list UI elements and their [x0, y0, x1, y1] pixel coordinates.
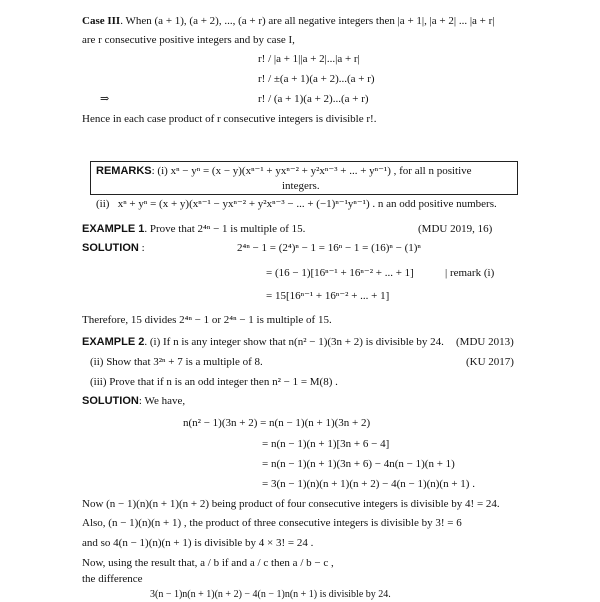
example1-step1: 2⁴ⁿ − 1 = (2⁴)ⁿ − 1 = 16ⁿ − 1 = (16)ⁿ − (1)ⁿ [237, 242, 421, 254]
example2-heading [82, 335, 444, 349]
example1-step3: = 15[16ⁿ⁻¹ + 16ⁿ⁻² + ... + 1] [266, 290, 390, 302]
example2-para2: Also, (n − 1)(n)(n + 1) , the product of three consecutive integers is divisible by 3! = 6 [82, 517, 462, 529]
remarks-line1-text: : (i) xⁿ − yⁿ = (x − y)(xⁿ⁻¹ + yxⁿ⁻² + y²xⁿ⁻³ + ... + yⁿ⁻¹) , for all n positive [151, 165, 472, 177]
example1-step2-note: | remark (i) [445, 267, 495, 279]
example2-solution-text: : We have, [138, 395, 186, 407]
example1-ref: (MDU 2019, 16) [418, 223, 493, 235]
case3-line1-text: . When (a + 1), (a + 2), ..., (a + r) are all negative integers then |a + 1|, |a + 2| ... |a + r| [120, 15, 495, 27]
case3-line1 [82, 14, 495, 28]
example2-eq3: = n(n − 1)(n + 1)(3n + 6) − 4n(n − 1)(n + 1) [262, 458, 455, 470]
example2-eq1: n(n² − 1)(3n + 2) = n(n − 1)(n + 1)(3n + 2) [183, 417, 371, 429]
example1-solution-label: SOLUTION [82, 242, 139, 254]
example2-para6: 3(n − 1)n(n + 1)(n + 2) − 4(n − 1)n(n + 1) is divisible by 24. [150, 589, 391, 600]
example2-text: . (i) If n is any integer show that n(n² − 1)(3n + 2) is divisible by 24. [144, 336, 444, 348]
remarks-line1 [96, 164, 472, 178]
remarks-line2-num: (ii) [96, 198, 110, 210]
remarks-line2 [96, 197, 497, 211]
example2-solution-label: SOLUTION [82, 395, 139, 407]
case3-eq1: r! / |a + 1||a + 2|...|a + r| [258, 53, 360, 65]
case3-conclusion: Hence in each case product of r consecutive integers is divisible r!. [82, 113, 377, 125]
example1-label: EXAMPLE 1 [82, 223, 145, 235]
example1-solution-colon: : [141, 242, 145, 254]
case3-eq2: r! / ±(a + 1)(a + 2)...(a + r) [258, 73, 375, 85]
example2-eq4: = 3(n − 1)(n)(n + 1)(n + 2) − 4(n − 1)(n)(n + 1) . [262, 478, 475, 490]
example2-part2: (ii) Show that 3²ⁿ + 7 is a multiple of 8. [90, 356, 263, 368]
example2-ref2: (KU 2017) [466, 356, 514, 368]
case3-title: Case III [82, 15, 121, 27]
example2-para3: and so 4(n − 1)(n)(n + 1) is divisible by 4 × 3! = 24 . [82, 537, 314, 549]
case3-line2: are r consecutive positive integers and by case I, [82, 34, 295, 46]
case3-arrow: ⇒ [100, 93, 110, 105]
example2-solution-heading [82, 394, 185, 408]
example2-para4: Now, using the result that, a / b if and a / c then a / b − c , [82, 557, 334, 569]
example1-conclusion: Therefore, 15 divides 2⁴ⁿ − 1 or 2⁴ⁿ − 1 is multiple of 15. [82, 314, 332, 326]
example2-part3: (iii) Prove that if n is an odd integer then n² − 1 = M(8) . [90, 376, 338, 388]
case3-eq3: r! / (a + 1)(a + 2)...(a + r) [258, 93, 369, 105]
example2-para5: the difference [82, 573, 143, 585]
remarks-line2-text: xⁿ + yⁿ = (x + y)(xⁿ⁻¹ − yxⁿ⁻² + y²xⁿ⁻³ − ... + (−1)ⁿ⁻¹yⁿ⁻¹) . n an odd positive numbers. [117, 198, 497, 210]
example2-para1: Now (n − 1)(n)(n + 1)(n + 2) being product of four consecutive integers is divisible by 4! = 24. [82, 498, 500, 510]
example2-eq2: = n(n − 1)(n + 1)[3n + 6 − 4] [262, 438, 390, 450]
remarks-label: REMARKS [96, 165, 152, 177]
remarks-line1b: integers. [282, 180, 320, 192]
example1-heading [82, 222, 305, 236]
example1-solution-heading [82, 241, 145, 255]
example1-text: . Prove that 2⁴ⁿ − 1 is multiple of 15. [144, 223, 306, 235]
example2-label: EXAMPLE 2 [82, 336, 145, 348]
example1-step2: = (16 − 1)[16ⁿ⁻¹ + 16ⁿ⁻² + ... + 1] [266, 267, 414, 279]
example2-ref1: (MDU 2013) [456, 336, 514, 348]
